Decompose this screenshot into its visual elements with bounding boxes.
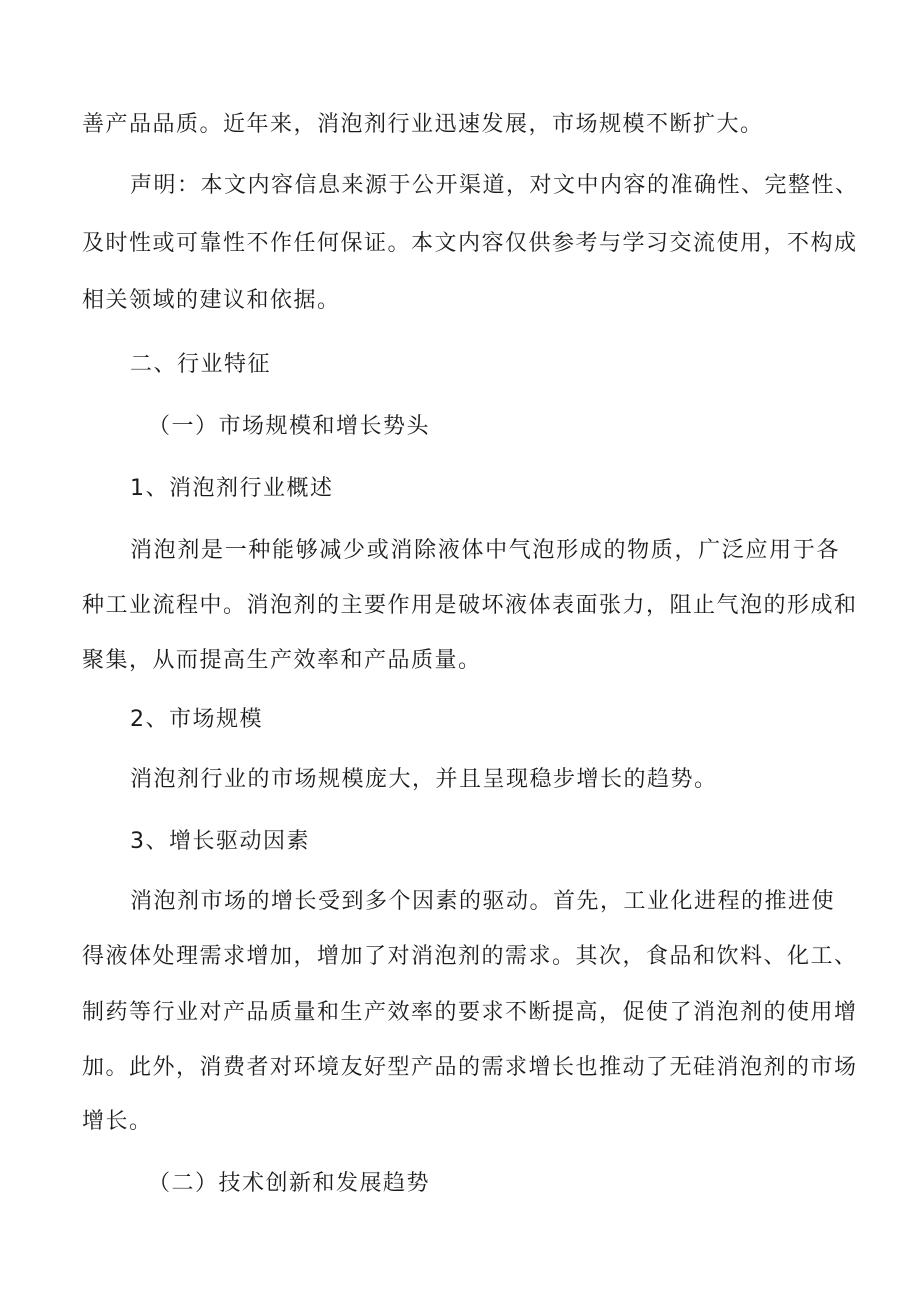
section-heading: 二、行业特征	[130, 352, 272, 377]
body-paragraph-line: 消泡剂是一种能够减少或消除液体中气泡形成的物质，广泛应用于各	[130, 538, 840, 563]
body-paragraph-line: 得液体处理需求增加，增加了对消泡剂的需求。其次，食品和饮料、化工、	[82, 944, 858, 969]
body-paragraph-line: 种工业流程中。消泡剂的主要作用是破坏液体表面张力，阻止气泡的形成和	[82, 593, 858, 618]
item-heading: 1、消泡剂行业概述	[130, 476, 334, 501]
disclaimer-paragraph-line: 及时性或可靠性不作任何保证。本文内容仅供参考与学习交流使用，不构成	[82, 231, 858, 256]
body-paragraph-line: 增长。	[82, 1109, 153, 1134]
item-heading: 2、市场规模	[130, 707, 263, 732]
body-paragraph-line: 加。此外，消费者对环境友好型产品的需求增长也推动了无硅消泡剂的市场	[82, 1055, 858, 1080]
subsection-heading: （一）市场规模和增长势头	[148, 414, 431, 439]
body-paragraph-line: 制药等行业对产品质量和生产效率的要求不断提高，促使了消泡剂的使用增	[82, 1000, 858, 1025]
disclaimer-paragraph-line: 声明：本文内容信息来源于公开渠道，对文中内容的准确性、完整性、	[130, 173, 859, 198]
item-heading: 3、增长驱动因素	[130, 829, 310, 854]
body-paragraph-line: 消泡剂行业的市场规模庞大，并且呈现稳步增长的趋势。	[130, 767, 718, 792]
subsection-heading: （二）技术创新和发展趋势	[148, 1171, 431, 1196]
intro-paragraph-line: 善产品品质。近年来，消泡剂行业迅速发展，市场规模不断扩大。	[82, 112, 764, 137]
disclaimer-paragraph-line: 相关领域的建议和依据。	[82, 288, 341, 313]
body-paragraph-line: 消泡剂市场的增长受到多个因素的驱动。首先，工业化进程的推进使	[130, 889, 836, 914]
body-paragraph-line: 聚集，从而提高生产效率和产品质量。	[82, 648, 482, 673]
